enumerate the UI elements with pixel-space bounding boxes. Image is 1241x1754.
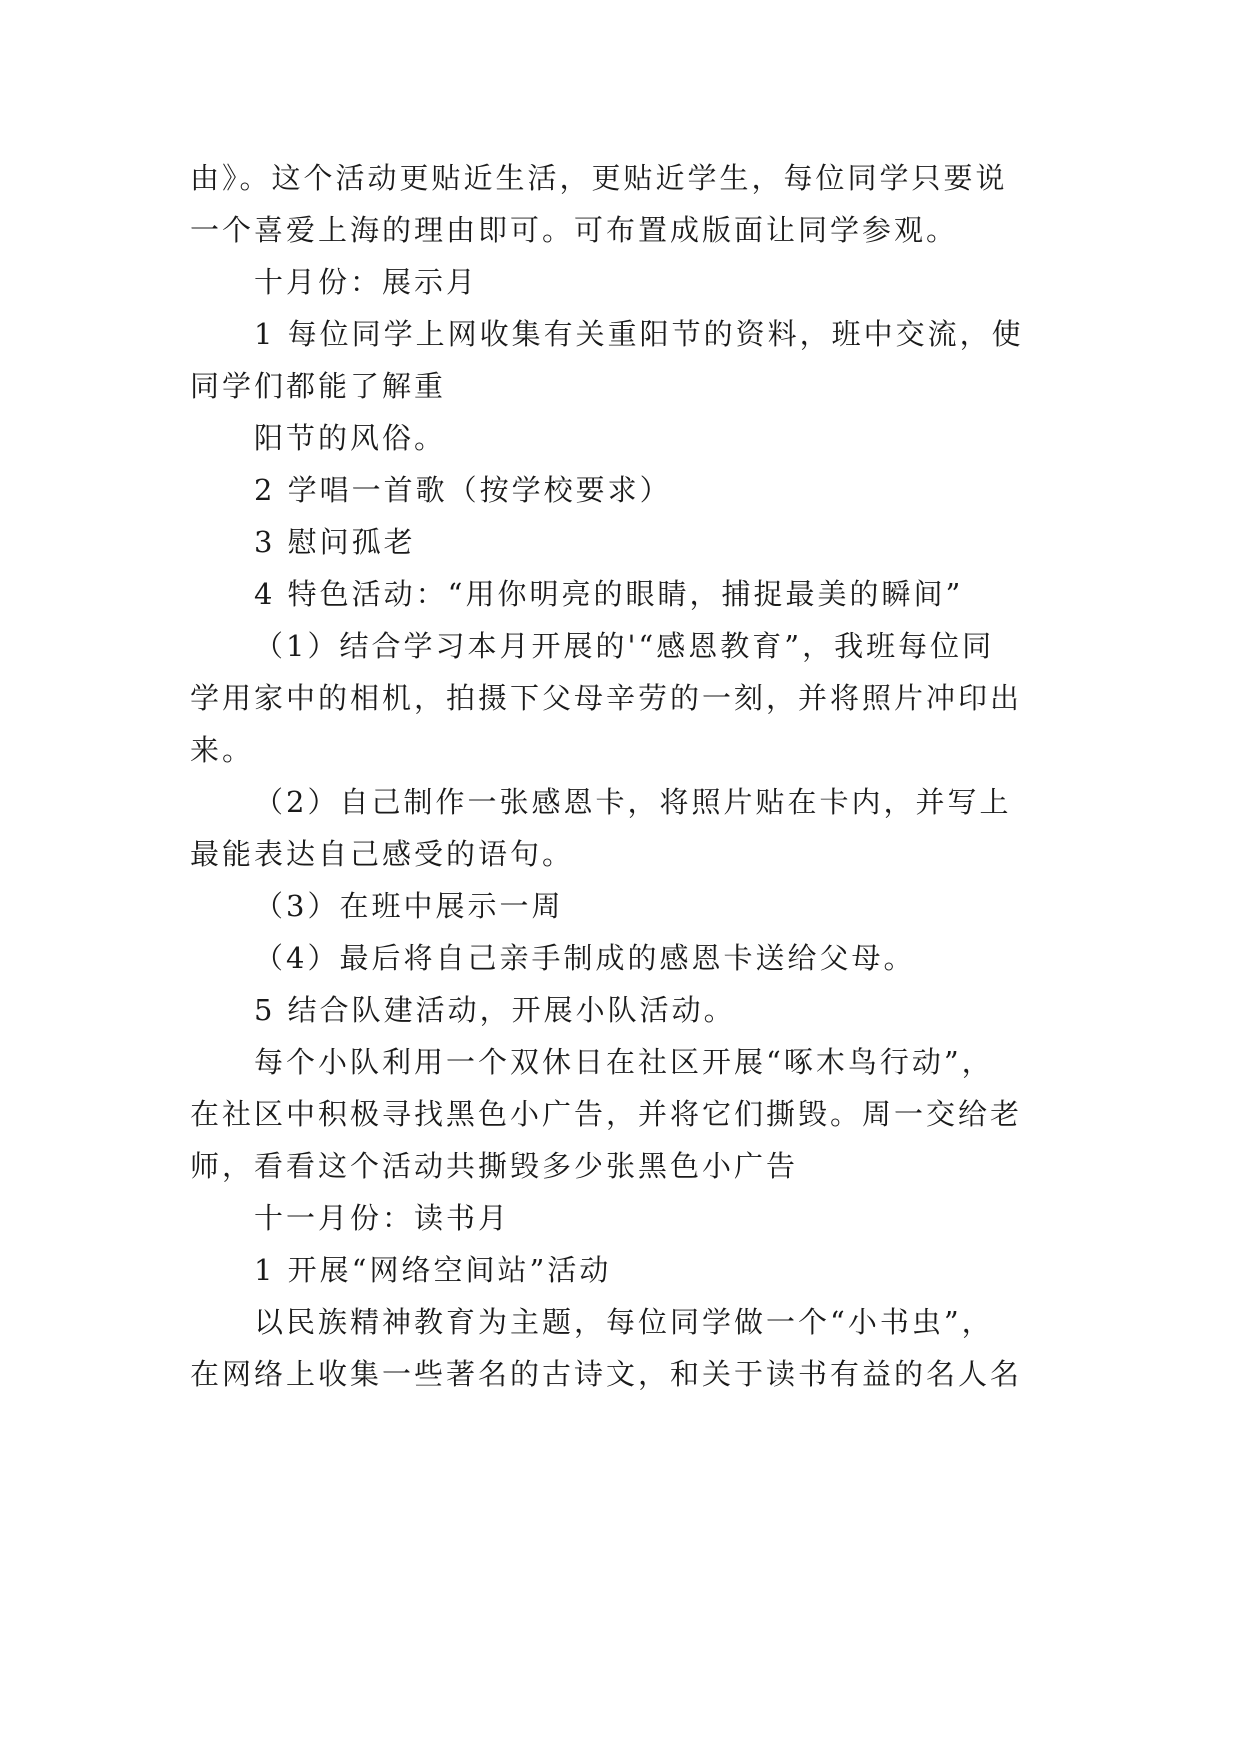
text-line: 1 开展“网络空间站”活动 [254,1253,612,1287]
text-line: 一个喜爱上海的理由即可。可布置成版面让同学参观。 [190,213,959,247]
text-line: 阳节的风俗。 [254,421,447,455]
text-line: 学用家中的相机，拍摄下父母辛劳的一刻，并将照片冲印出 [190,681,1023,715]
text-line: 以民族精神教育为主题，每位同学做一个“小书虫”， [254,1305,994,1339]
text-line: （4）最后将自己亲手制成的感恩卡送给父母。 [254,941,916,975]
text-line: 2 学唱一首歌（按学校要求） [254,473,672,507]
text-line: （3）在班中展示一周 [254,889,564,923]
section-heading: 十月份：展示月 [254,265,479,299]
text-line: 最能表达自己感受的语句。 [190,837,575,871]
text-line: 师，看看这个活动共撕毁多少张黑色小广告 [190,1149,799,1183]
text-line: 由》。这个活动更贴近生活，更贴近学生，每位同学只要说 [190,161,1008,195]
text-line: 1 每位同学上网收集有关重阳节的资料，班中交流，使 [254,317,1024,351]
text-line: 3 慰问孤老 [254,525,416,559]
text-line: 4 特色活动：“用你明亮的眼睛，捕捉最美的瞬间” [254,577,964,611]
text-line: 同学们都能了解重 [190,369,447,403]
text-line: 每个小队利用一个双休日在社区开展“啄木鸟行动”， [254,1045,994,1079]
text-line: 在网络上收集一些著名的古诗文，和关于读书有益的名人名 [190,1357,1023,1391]
text-line: （1）结合学习本月开展的'“感恩教育”，我班每位同 [254,629,995,663]
text-line: 来。 [190,733,255,767]
text-line: （2）自己制作一张感恩卡，将照片贴在卡内，并写上 [254,785,1012,819]
section-heading: 十一月份：读书月 [254,1201,511,1235]
text-line: 5 结合队建活动，开展小队活动。 [254,993,736,1027]
text-line: 在社区中积极寻找黑色小广告，并将它们撕毁。周一交给老 [190,1097,1023,1131]
